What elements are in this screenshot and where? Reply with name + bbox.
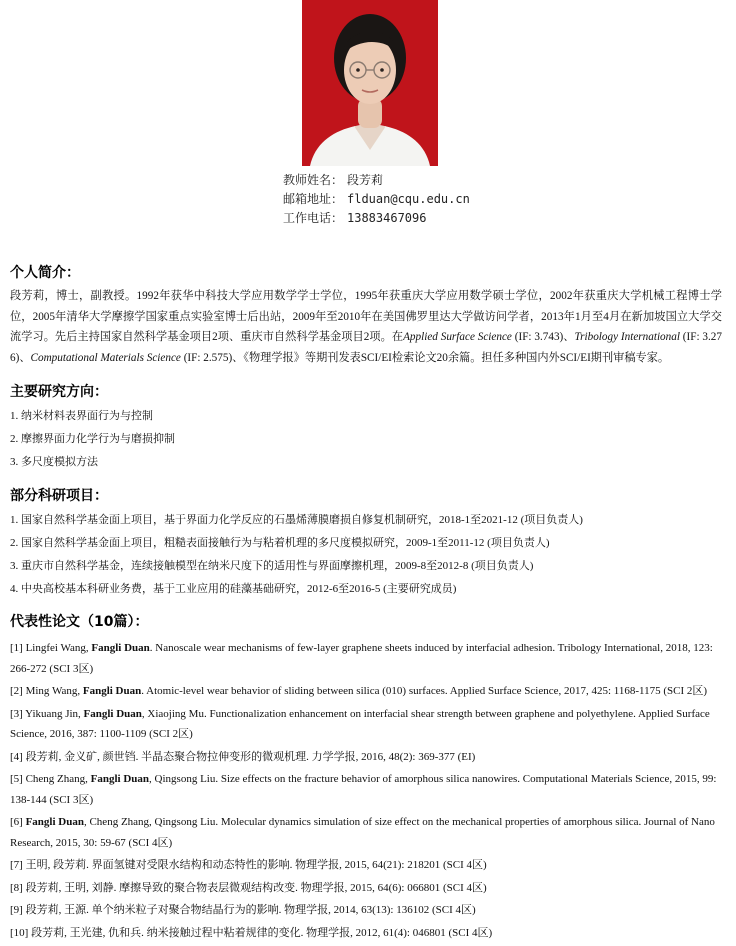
paper-author-highlight: Fangli Duan (82, 685, 142, 697)
name-row (283, 171, 470, 190)
profile-photo (302, 0, 438, 166)
paper-authors: [9] 段芳莉, 王源. 单个纳米粒子对聚合物结晶行为的影响. 物理学报, 2014, 63(13): 136102 (SCI 4区) (10, 904, 476, 916)
email-row (283, 190, 470, 209)
paper-item (10, 680, 722, 703)
research-section (10, 381, 722, 474)
research-item: 2. 摩擦界面力化学行为与磨损抑制 (10, 433, 175, 445)
phone-label: 工作电话： (283, 211, 344, 225)
paper-authors: [3] Yikuang Jin, (10, 707, 84, 720)
paper-details: , Cheng Zhang, Qingsong Liu. Molecular dynamics simulation of size effect on the mechanical properties of amorphous silica. Journal of Nano Research, 2015, 30: 59-67 (SCI 4区) (10, 816, 715, 849)
paper-item (10, 746, 722, 769)
impact-factor-1: (IF: 3.743)、 (511, 331, 575, 343)
paper-details: , Qingsong Liu. Size effects on the fracture behavior of amorphous silica nanowires. Computational Materials Science, 2015, 99: 138-144 (SCI 3区) (10, 773, 717, 806)
projects-title: 部分科研项目： (10, 488, 108, 504)
paper-item (10, 854, 722, 877)
paper-item (10, 899, 722, 922)
paper-details: , Xiaojing Mu. Functionalization enhancement on interfacial shear strength between graphene and polyethylene. Applied Surface Science, 2016, 387: 1100-1109 (SCI 2区) (10, 707, 710, 740)
contact-info (283, 171, 470, 228)
paper-authors: [10] 段芳莉, 王光建, 仇和兵. 纳米接触过程中粘着规律的变化. 物理学报, 2012, 61(4): 046801 (SCI 4区) (10, 926, 493, 939)
project-item: 4. 中央高校基本科研业务费，基于工业应用的硅藻基础研究，2012-6至2016-5 (主要研究成员) (10, 583, 457, 595)
paper-authors: [5] Cheng Zhang, (10, 773, 91, 785)
journal-applied-surface-science: Applied Surface Science (403, 331, 512, 343)
papers-list (10, 637, 722, 944)
paper-author-highlight: Fangli Duan (90, 773, 150, 785)
paper-authors: [2] Ming Wang, (10, 685, 83, 697)
phone-value: 13883467096 (347, 211, 427, 225)
research-title: 主要研究方向： (10, 384, 108, 400)
paper-authors: [4] 段芳莉, 金义矿, 颜世铛. 半晶态聚合物拉伸变形的微观机理. 力学学报, 2016, 48(2): 369-377 (EI) (10, 750, 476, 763)
papers-section (10, 611, 722, 944)
projects-list (10, 509, 722, 601)
project-item: 1. 国家自然科学基金面上项目，基于界面力化学反应的石墨烯薄膜磨损自修复机制研究，2018-1至2021-12 (项目负责人) (10, 514, 583, 526)
paper-item (10, 768, 722, 811)
paper-author-highlight: Fangli Duan (83, 707, 142, 720)
name-label: 教师姓名： (283, 173, 344, 187)
paper-details: . Atomic-level wear behavior of sliding between silica (010) surfaces. Applied Surface Science, 2017, 425: 1168-1175 (SCI 2区) (141, 685, 708, 697)
intro-paragraph (10, 286, 722, 368)
research-list (10, 405, 722, 474)
portrait-illustration (302, 0, 438, 166)
paper-author-highlight: Fangli Duan (25, 816, 84, 828)
paper-item (10, 922, 722, 945)
paper-authors: [6] (10, 816, 26, 828)
paper-authors: [7] 王明, 段芳莉. 界面氢键对受限水结构和动态特性的影响. 物理学报, 2015, 64(21): 218201 (SCI 4区) (10, 859, 487, 871)
intro-text-part1: 段芳莉，博士，副教授。1992年获华中科技大学应用数学学士学位，1995年获重庆大学应用数学硕士学位，2002年获重庆大学机械工程博士学位，2005年清华大学摩擦学国家重点实验室博士后出站，2009年至2010年在美国佛罗里达大学做访问学者，2013年1月至4月在新加坡国立大学交流学习。先后主持国家自然科学基金项目2项、重庆市自然科学基金项目2项。在 (10, 290, 722, 343)
paper-authors: [8] 段芳莉, 王明, 刘静. 摩擦导致的聚合物表层微观结构改变. 物理学报, 2015, 64(6): 066801 (SCI 4区) (10, 881, 487, 894)
email-label: 邮箱地址： (283, 192, 344, 206)
project-item: 2. 国家自然科学基金面上项目，粗糙表面接触行为与粘着机理的多尺度模拟研究，2009-1至2011-12 (项目负责人) (10, 537, 550, 549)
paper-item (10, 637, 722, 680)
intro-section (10, 262, 722, 368)
paper-details: . Nanoscale wear mechanisms of few-layer graphene sheets induced by interfacial adhesion. Tribology International, 2018, 123: 266-272 (SCI 3区) (10, 642, 713, 675)
projects-section (10, 485, 722, 601)
papers-title: 代表性论文（10篇）： (10, 614, 149, 630)
paper-authors: [1] Lingfei Wang, (10, 642, 92, 654)
paper-item (10, 703, 722, 746)
journal-computational-materials-science: Computational Materials Science (30, 351, 181, 364)
phone-row (283, 209, 470, 228)
name-value: 段芳莉 (347, 173, 384, 187)
paper-item (10, 877, 722, 900)
research-item: 1. 纳米材料表界面行为与控制 (10, 410, 153, 422)
intro-title: 个人简介： (10, 265, 80, 281)
intro-text-part2: (IF: 2.575)、《物理学报》等期刊发表SCI/EI检索论文20余篇。担任多种国内外SCI/EI期刊审稿专家。 (180, 351, 670, 364)
journal-tribology-international: Tribology International (574, 331, 680, 343)
research-item: 3. 多尺度模拟方法 (10, 456, 98, 468)
project-item: 3. 重庆市自然科学基金，连续接触模型在纳米尺度下的适用性与界面摩擦机理，2009-8至2012-8 (项目负责人) (10, 560, 534, 572)
paper-item (10, 811, 722, 854)
paper-author-highlight: Fangli Duan (91, 642, 150, 654)
impact-factor-2: (IF: 3.276)、 (10, 331, 722, 364)
email-value[interactable]: flduan@cqu.edu.cn (347, 192, 470, 206)
